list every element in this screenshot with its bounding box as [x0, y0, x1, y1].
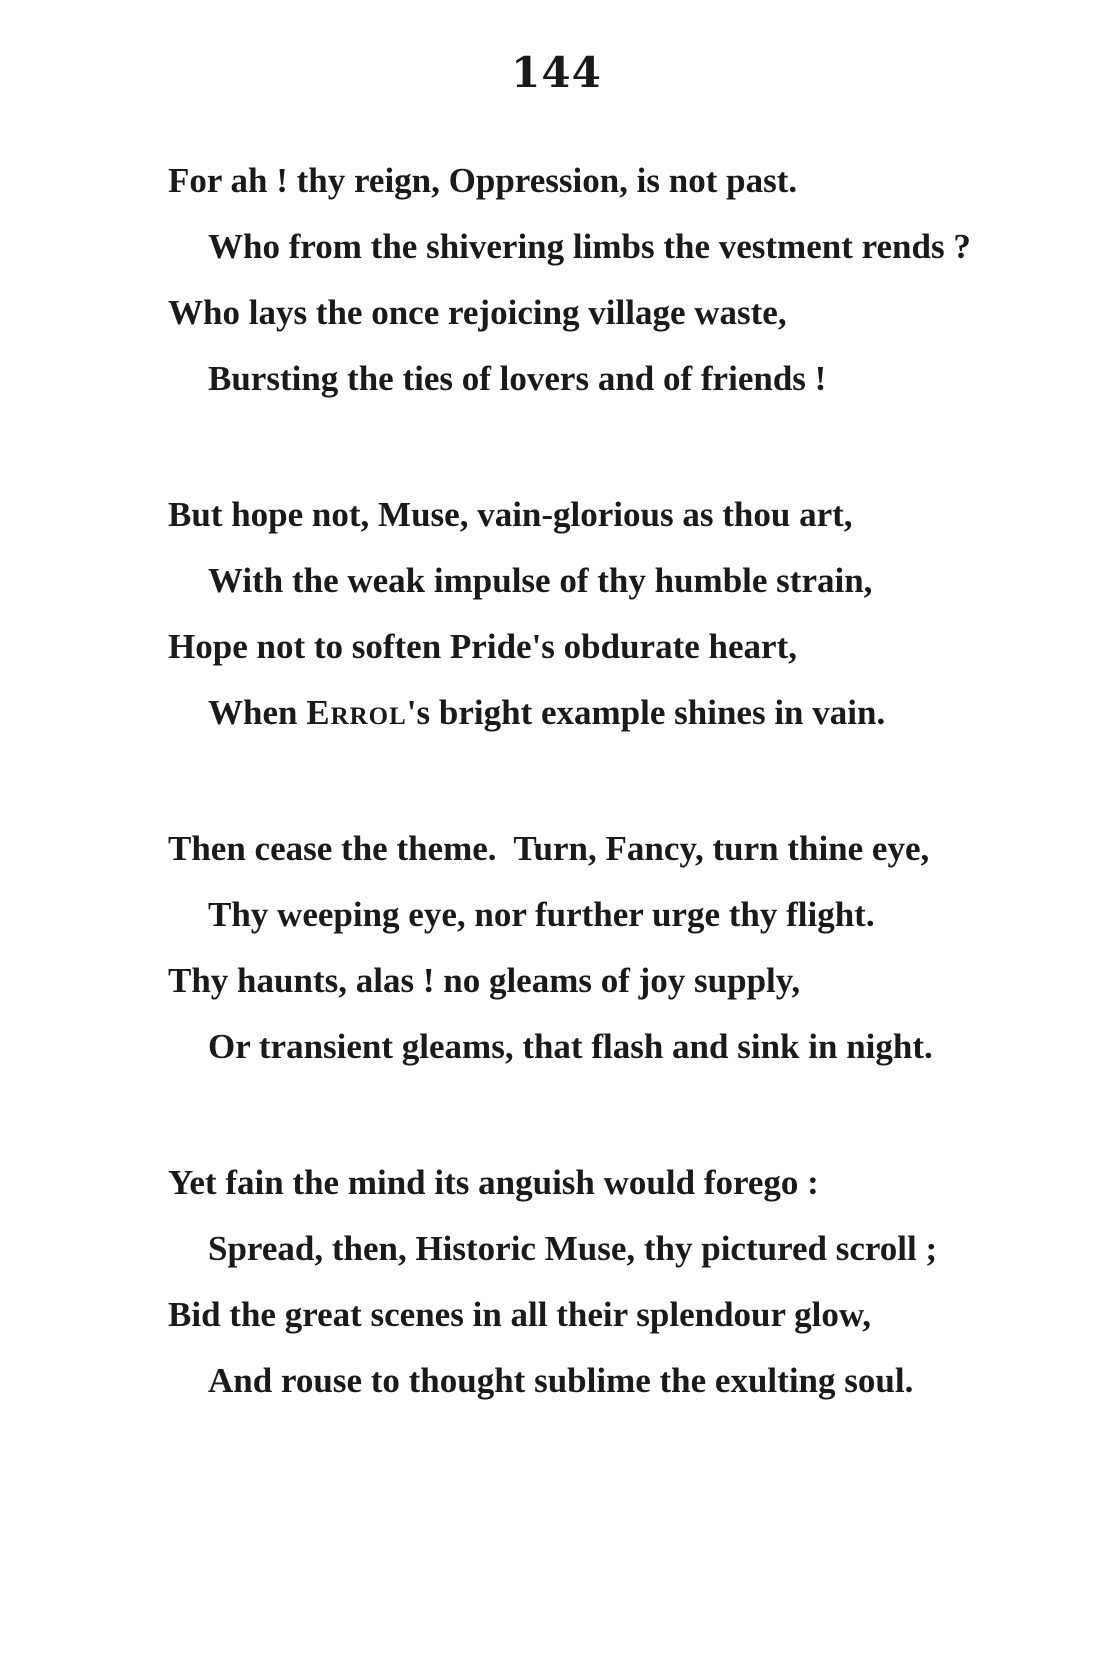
page-number: 144 — [511, 48, 602, 97]
poem-line — [168, 680, 1048, 746]
poem-line: With the weak impulse of thy humble strain, — [208, 561, 873, 600]
poem-line: Thy haunts, alas ! no gleams of joy supply, — [168, 961, 801, 1000]
poem-line-rest: 's bright example shines in vain. — [406, 693, 886, 732]
stanza-2 — [168, 482, 1048, 746]
poem-line: Yet fain the mind its anguish would forego : — [168, 1163, 819, 1202]
poem-line: Thy weeping eye, nor further urge thy flight. — [208, 895, 875, 934]
poem-line: For ah ! thy reign, Oppression, is not past. — [168, 161, 798, 200]
poem-line: Who lays the once rejoicing village waste, — [168, 293, 787, 332]
poem-line: Or transient gleams, that flash and sink in night. — [208, 1027, 933, 1066]
stanza-1 — [168, 148, 1048, 412]
poem-line: Then cease the theme. Turn, Fancy, turn thine eye, — [168, 829, 930, 868]
proper-name-smallcaps: Errol — [306, 693, 407, 732]
poem-line: Who from the shivering limbs the vestment rends ? — [208, 227, 971, 266]
poem-line: And rouse to thought sublime the exulting soul. — [208, 1361, 914, 1400]
poem-line: But hope not, Muse, vain-glorious as thou art, — [168, 495, 853, 534]
poem — [168, 148, 1048, 1484]
stanza-3 — [168, 816, 1048, 1080]
stanza-4 — [168, 1150, 1048, 1414]
poem-line-prefix: When — [208, 693, 307, 732]
poem-line: Bid the great scenes in all their splendour glow, — [168, 1295, 871, 1334]
poem-line: Hope not to soften Pride's obdurate heart, — [168, 627, 797, 666]
poem-line: Bursting the ties of lovers and of friends ! — [208, 359, 827, 398]
poem-line: Spread, then, Historic Muse, thy pictured scroll ; — [208, 1229, 938, 1268]
